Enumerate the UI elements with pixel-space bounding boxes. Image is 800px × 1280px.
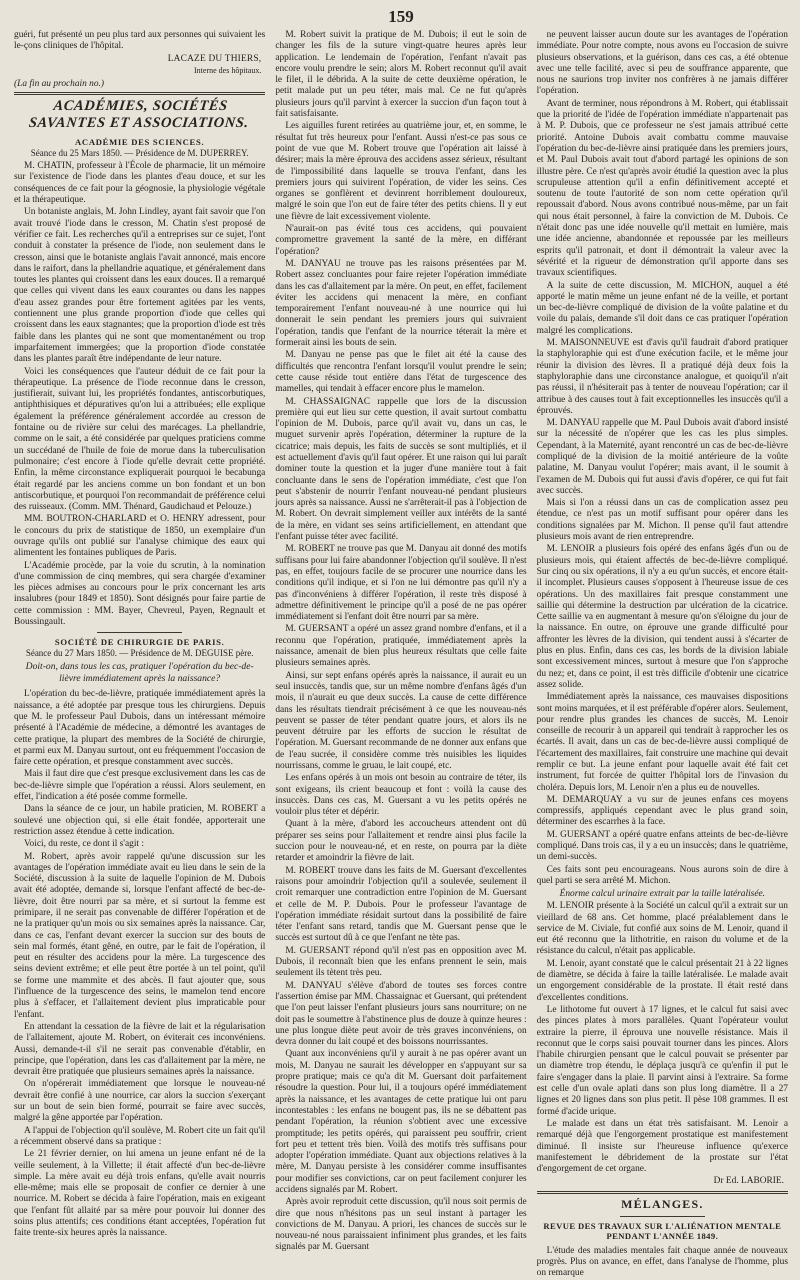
paragraph: Quant aux inconvéniens qu'il y aurait à ne pas opérer avant un mois, M. Danyau ne saurait les développer en s'appuyant sur sa propre pratique; mais ce qu'a dit M. Guersant doit parfaitement résoudre la question. Pour lui, il a toujours opéré immédiatement après la naissance, et les avantages de cette pratique lui ont paru incontestables : les enfans ne bougent pas, ils ne se débattent pas pendant l'opération, la réunion s'obtient avec une excessive promptitude; les petits opérés, qui paraissent peu souffrir, crient fort peu et tettent très bien. Voilà des motifs très suffisans pour adopter l'opération immédiate. Quant aux objections relatives à la mère, M. Danyau persiste à les considérer comme insuffisantes pour modifier ses convictions, car on peut facilement conjurer les accidens signalés par M. Robert. xyxy=(275,1049,527,1195)
paragraph: MM. BOUTRON-CHARLARD et O. HENRY adressent, pour le concours du prix de statistique de 1850, un exemplaire d'un ouvrage qu'ils ont publié sur l'analyse chimique des eaux qui alimentent les fontaines publiques de Paris. xyxy=(14,514,266,559)
column-right xyxy=(536,30,788,1279)
paragraph: M. DANYAU rappelle que M. Paul Dubois avait d'abord insisté sur la nécessité de n'opérer que les cas les plus simples. Cependant, à la Maternité, ayant rencontré un cas de bec-de-lièvre compliqué de la division de la moitié antérieure de la voûte palatine, M. Danyau voulut l'opérer; mais avant, il le soumit à l'examen de M. Dubois qui fut aussi d'avis d'opérer, ce qui fut fait avec succès. xyxy=(536,418,788,496)
paragraph: Dans la séance de ce jour, un habile praticien, M. ROBERT a soulevé une objection qui, si elle était fondée, apporterait une restriction assez étendue à cette indication. xyxy=(14,804,266,837)
paragraph: M. MAISONNEUVE est d'avis qu'il faudrait d'abord pratiquer la staphyloraphie qui est d'une exécution facile, et le même jour réunir la division des lèvres. Il a pratiqué déjà deux fois la staphyloraphie dans une circonstance analogue, et quoiqu'il n'ait pas réussi, il n'hésiterait pas à tenter de nouveau l'opération; car il attribue à des causes tout à fait exceptionnelles les insuccès qu'il a éprouvés. xyxy=(536,338,788,416)
paragraph: L'Académie procède, par la voie du scrutin, à la nomination d'une commission de cinq membres, qui sera chargée d'examiner les pièces admises au concours pour le prix concernant les arts insalubres (pour 1849 et 1850). Sont désignés pour faire partie de cette commission : MM. Bayer, Chevreul, Payen, Regnault et Boussingault. xyxy=(14,560,266,628)
intro-paragraph: guéri, fut présenté un peu plus tard aux personnes qui suivaient les le-çons cliniques de l'hôpital. xyxy=(14,30,266,52)
paragraph: Le malade est dans un état très satisfaisant. M. Lenoir a remarqué déjà que l'engorgement prostatique est manifestement diminué. Il insiste sur l'heureuse influence qu'exerce manifestement le débridement de la prostate sur l'état d'engorgement de cet organe. xyxy=(536,1118,788,1175)
paragraph: A l'appui de l'objection qu'il soulève, M. Robert cite un fait qu'il a récemment observé dans sa pratique : xyxy=(14,1125,266,1147)
paragraph: Un botaniste anglais, M. John Lindley, ayant fait savoir que l'on avait trouvé l'iode dans le cresson, M. Chatin s'est proposé de vérifier ce fait. Les recherches qu'il a entreprises sur ce sujet, l'ont conduit à constater la présence de l'iode, non seulement dans le cresson, ainsi que le botaniste anglais l'avait annoncé, mais encore dans le raifort, dans la phellandrie aquatique, et généralement dans toutes les plantes qui croissent dans les eaux douces. Il a remarqué que celles qui vivent dans les eaux courantes ou dans les nappes d'eau assez grandes pour être fortement agitées par les vents, contiennent une plus grande proportion d'iode que celles qui croissent dans les eaux stagnantes; que la proportion d'iode est très faible dans les plantes qui ne sont que momentanément ou trop imparfaitement immergées; que la proportion d'iode constatée dans les plantes paraît être indépendante de leur nature. xyxy=(14,207,266,365)
section-divider xyxy=(14,92,265,95)
paragraph: Avant de terminer, nous répondrons à M. Robert, qui établissait que la priorité de l'idée de l'opération immédiate n'appartenait pas à M. P. Dubois, que ce professeur ne s'est jamais attribué cette priorité. Antoine Dubois avait combattu comme mauvaise l'opération du bec-de-lièvre ainsi pratiquée dans les premiers jours, et M. Paul Dubois avait tout d'abord partagé les opinions de son illustre père. Ce n'est qu'après avoir étudié la question avec la plus scrupuleuse attention qu'il a enfin définitivement accepté et soutenu de toute l'autorité de son nom cette opération qu'il repoussait d'abord. Nous avons contribué nous-même, par un fait qui nous était personnel, à faire la conviction de M. Dubois. Ce n'était donc pas une idée nouvelle qu'il mettait en lumière, mais une idée ancienne, abandonnée et repoussée par les meilleurs esprits qu'il patronait, et dont il démontrait la valeur avec la sévérité et la rigueur de démonstration qu'il apporte dans ses travaux scientifiques. xyxy=(536,98,788,279)
page-number: 159 xyxy=(388,7,414,26)
column-left xyxy=(14,30,266,1239)
paragraph: M. ROBERT trouve dans les faits de M. Guersant d'excellentes raisons pour amoindrir l'objection qu'il a soulevée, seulement il croit remarquer une contradiction entre l'opinion de M. Guersant et celle de M. P. Dubois. Pour le professeur l'avantage de l'opération immédiate résidait surtout dans la possibilité de faire téter l'enfant sans retard, tandis que M. Guersant pense que le succès est surtout dû à ce que l'enfant ne tète pas. xyxy=(275,865,527,944)
academy-title: ACADÉMIE DES SCIENCES. xyxy=(75,137,205,148)
paragraph: Immédiatement après la naissance, ces mauvaises dispositions sont moins marquées, et il est préférable d'opérer alors. Seulement, pour rendre plus grandes les chances de succès, M. Lenoir conseille de recourir à un appareil qui tendrait à rapprocher les os écartés. Il avait, dans un cas de bec-de-lièvre aussi compliqué de l'écartement des maxillaires, fait construire une machine qui devait remplir ce but. La jeune enfant pour laquelle avait été fait cet instrument, fut forcée de quitter l'hôpital lors de l'invasion du choléra. Depuis lors, M. Lenoir n'en a plus eu de nouvelles. xyxy=(536,692,788,793)
section-heading: ACADÉMIES, SOCIÉTÉS SAVANTES ET ASSOCIATIONS. xyxy=(28,98,250,132)
melanges-heading: MÉLANGES. xyxy=(621,1196,704,1211)
paragraph: Ainsi, sur sept enfans opérés après la naissance, il aurait eu un seul insuccès, tandis que, sur un même nombre d'enfans âgés d'un mois, il n'aurait eu que deux succès. La cause de cette différence dans les résultats tiendrait précisément à ce que les nouveau-nés peuvent se passer de téter pendant quatre jours, et alors ils ne peuvent détruire par les efforts de succion le résultat de l'opération. M. Guersant recommande de ne donner aux enfans que de l'eau sucrée, il considère comme très nuisibles les liquides nourrissans, comme le gruau, le lait coupé, etc. xyxy=(275,670,527,771)
paragraph: Après avoir reproduit cette discussion, qu'il nous soit permis de dire que nous n'hésitons pas un seul instant à partager les convictions de M. Danyau. A priori, les chances de succès sur le nouveau-né nous paraissaient infiniment plus grandes, et les faits signalés par M. Guersant xyxy=(275,1197,527,1253)
final-signature: Dr Ed. LABORIE. xyxy=(713,1176,784,1187)
intro-signature xyxy=(14,54,261,78)
paragraph: Voici les conséquences que l'auteur déduit de ce fait pour la thérapeutique. La présence de l'iode reconnue dans le cresson, justifierait, suivant lui, les propriétés fondantes, antiscorbutiques, antiphthisiques et dépuratives qu'on lui a attribuées; elle explique également la préférence généralement accordée au cresson de fontaine ou de rivière sur celui des marécages. La phellandrie, comme on le sait, a été considérée par quelques praticiens comme un succédané de l'huile de foie de morue dans la tuberculisation pulmonaire; c'est encore à l'iode qu'elle devrait cette propriété. Enfin, la même circonstance expliquerait pourquoi le becabunga était regardé par les anciens comme un bon fondant et un bon antiscorbutique, et pourquoi l'on recommandait de préférence celui des ruisseaux. (Comm. MM. Thénard, Gaudichaud et Pelouze.) xyxy=(14,366,266,513)
paragraph: M. GUERSANT a opéré un assez grand nombre d'enfans, et il a reconnu que l'opération, pratiquée, immédiatement après la naissance, amenait de bien plus heureux résultats que celle faite plusieurs semaines après. xyxy=(275,624,527,669)
paragraph: M. GUERSANT a opéré quatre enfans atteints de bec-de-lièvre compliqué. Dans trois cas, il y a eu un insuccès; dans le quatrième, un demi-succès. xyxy=(536,829,788,863)
society-session: Séance du 27 Mars 1850. — Présidence de M. DEGUISE père. xyxy=(25,648,254,659)
revue-heading: REVUE DES TRAVAUX SUR L'ALIÉNATION MENTALE PENDANT L'ANNÉE 1849. xyxy=(543,1220,782,1242)
intro-signature-role: Interne des hôpitaux. xyxy=(194,65,262,75)
column-middle xyxy=(275,30,527,1253)
columns xyxy=(14,30,788,1279)
paragraph: M. ROBERT ne trouve pas que M. Danyau ait donné des motifs suffisans pour lui faire abandonner l'objection qu'il soulève. Il n'est pas, en effet, toujours facile de se procurer une nourrice dans les conditions qu'il indique, et si l'on ne lui démontre pas qu'il n'y a pas d'inconvéniens à différer l'opération, il reste très disposé à admettre définitivement le principe qu'il a posé de ne pas opérer immédiatement si l'enfant doit être nourri par sa mère. xyxy=(275,544,527,623)
continued-note: (La fin au prochain no.) xyxy=(14,79,105,90)
discussion-question: Doit-on, dans tous les cas, pratiquer l'opération du bec-de-lièvre immédiatement après la naissance? xyxy=(25,661,254,684)
society-title: SOCIÉTÉ DE CHIRURGIE DE PARIS. xyxy=(54,637,225,648)
paragraph: L'étude des maladies mentales fait chaque année de nouveaux progrès. Plus on avance, en effet, dans l'analyse de l'homme, plus on remarque xyxy=(536,1245,788,1279)
intro-signature-name: LACAZE DU THIERS, xyxy=(167,53,262,64)
paragraph: M. DANYAU s'élève d'abord de toutes ses forces contre l'assertion émise par MM. Chassaignac et Guersant, qui prétendent que l'on peut laisser l'enfant plusieurs jours sans nourriture; on ne doit pas le soumettre à l'abstinence plus de douze à quinze heures : une plus longue diète peut avoir de très graves inconvéniens, on devra donner du lait coupé et des boissons nourrissantes. xyxy=(275,980,527,1048)
paragraph: M. Lenoir, ayant constaté que le calcul présentait 21 à 22 lignes de diamètre, se décida à faire la taille latéralisée. Le malade avait un engorgement considérable de la prostate. Il était resté dans d'excellentes conditions. xyxy=(536,958,788,1003)
paragraph: M. Danyau ne pense pas que le filet ait été la cause des difficultés que rencontra l'enfant lorsqu'il voulut prendre le sein; cette cause réside tout entière dans l'état de turgescence des mamelles, qui tendait à effacer encore plus le mamelon. xyxy=(275,350,527,395)
paragraph: Ces faits sont peu encourageans. Nous aurons soin de dire à quel parti se sera arrêté M. Michon. xyxy=(536,864,788,886)
paragraph: M. LENOIR a plusieurs fois opéré des enfans âgés d'un ou de plusieurs mois, qui étaient affectés de bec-de-lièvre compliqué. Sur cinq ou six opérations, il n'y a eu qu'un succès, et encore était-il incomplet. Plusieurs causes s'opposent à l'heureuse issue de ces opérations. Un des maxillaires fait presque constamment une saillie qui détermine la destruction par ulcération de la cicatrice. Cette saillie va en augmentant à mesure qu'on s'éloigne du jour de la naissance. En outre, on éprouve une grande difficulté pour affronter les lèvres de la division, qui tendent aussi à s'écarter de plus en plus. Enfin, dans ces cas, les bords de la division labiale sont excessivement minces, surtout à mesure que l'on s'approche du nez; et, dans ce point, il est très difficile d'obtenir une cicatrice assez solide. xyxy=(536,544,788,690)
paragraph: Voici, du reste, ce dont il s'agit : xyxy=(24,839,144,850)
paragraph: M. DEMARQUAY a vu sur de jeunes enfans ces moyens compressifs, appliqués cependant avec le plus grand soin, déterminer des escarrhes à la face. xyxy=(536,794,788,828)
paragraph: M. Robert suivit la pratique de M. Dubois; il eut le soin de changer les fils de la suture vingt-quatre heures après leur application. Le lendemain de l'opération, l'enfant n'avait pas encore voulu prendre le sein; alors M. Robert reconnut qu'il avait le filet, il le débrida. A la suite de cette deuxième opération, le petit malade put un peu téter, mais mal. Ce ne fut qu'après plusieurs jours qu'il parvint à exercer la succion d'un façon tout à fait satisfaisante. xyxy=(275,30,527,120)
academy-session: Séance du 25 Mars 1850. — Présidence de M. DUPERREY. xyxy=(30,148,249,159)
paragraph: Le 21 février dernier, on lui amena un jeune enfant né de la veille seulement, à la Villette; il était affecté d'un bec-de-lièvre simple. La mère avait eu déjà trois enfans, qu'elle avait nourris elle-même; mais elle se proposait de confier ce dernier à une nourrice. M. Robert se décida à faire l'opération, mais en exigeant que l'enfant fût allaité par sa mère pour pouvoir lui donner des soins plus attentifs; ces conditions étant acceptées, l'opération fut faite trente-six heures après la naissance. xyxy=(14,1149,266,1239)
paragraph: ne peuvent laisser aucun doute sur les avantages de l'opération immédiate. Pour notre compte, nous avons eu l'occasion de suivre plusieurs observations, et la guérison, dans ces cas, a été obtenue avec une telle facilité, avec si peu de souffrance apparente, que nous ne saurions trop inviter nos confrères à ne jamais différer l'opération. xyxy=(536,30,788,97)
paragraph: A la suite de cette discussion, M. MICHON, auquel a été apporté le matin même un jeune enfant né de la veille, et portant un bec-de-lièvre compliqué de division de la voûte palatine et du voile du palais, demande s'il doit dans ce cas pratiquer l'opération malgré les complications. xyxy=(536,280,788,336)
paragraph: M. CHATIN, professeur à l'École de pharmacie, lit un mémoire sur l'existence de l'iode dans les plantes d'eau douce, et sur les conséquences de ce fait pour la géognosie, la physiologie végétale et la thérapeutique. xyxy=(14,161,266,206)
paragraph: Les aiguilles furent retirées au quatrième jour, et, en somme, le résultat fut très heureux pour l'enfant. Aussi n'est-ce pas sous ce point de vue que M. Robert trouve que l'opération ait laissé à désirer; mais la mère éprouva des accidens assez sérieux, résultant de l'impossibilité dans laquelle se trouva l'enfant, dans les premiers jours qui suivirent l'opération, de vider les seins. Ces organes se gonflèrent et devinrent horriblement douloureux, malgré le soin que l'on eut de faire téter des petits chiens. Il y eut une fièvre de lait excessivement violente. xyxy=(275,121,527,222)
paragraph: Quant à la mère, d'abord les accoucheurs attendent ont dû préparer ses seins pour l'allaitement et rendre ainsi plus facile la succion pour le nouveau-né, et en reste, on pourra par la diète retarder et amoindrir la fièvre de lait. xyxy=(275,819,527,864)
paragraph: M. GUERSANT répond qu'il n'est pas en opposition avec M. Dubois, il reconnaît bien que les enfans prennent le sein, mais seulement ils tètent très peu. xyxy=(275,945,527,979)
paragraph: M. CHASSAIGNAC rappelle que lors de la discussion première qui eut lieu sur cette question, il avait surtout combattu l'opinion de M. Dubois, parce qu'il avait vu, dans un cas, le muguet survenir après l'opération, déterminer la rupture de la cicatrice; mais depuis, les faits de succès se sont multipliés, et il est actuellement d'avis qu'il faut opérer. Et une raison qui lui paraît dominer toute la question et la juger d'une manière tout à fait concluante dans le sens de l'opération immédiate, c'est que l'on peut s'abstenir de nourrir l'enfant nouveau-né pendant plusieurs jours après sa naissance. Aussi ne s'arrêterait-il pas à l'objection de M. Robert. On devrait simplement veiller aux intérêts de la santé de la mère, en vidant ses seins artificiellement, en attendant que l'enfant puisse téter avec facilité. xyxy=(275,396,527,543)
divider xyxy=(97,632,182,633)
section-divider xyxy=(537,1191,788,1194)
paragraph: N'aurait-on pas évité tous ces accidens, qui pouvaient compromettre gravement la santé de la mère, en différant l'opération? xyxy=(275,224,527,257)
paragraph: Le lithotome fut ouvert à 17 lignes, et le calcul fut saisi avec des pinces plates à mors parallèles. Quant l'opérateur voulut extraire la pierre, il éprouva une nouvelle résistance. Mais il reconnut que le corps saisi pouvait tourner dans les pinces. Alors l'habile chirurgien pensant que le calcul pouvait se présenter par un diamètre trop étendu, le déplaça jusqu'à ce qu'enfin il put le faire s'engager dans la plaie. Il parvint ainsi à l'extraire. Sa forme est celle d'un ovale aplati dans son plus long diamètre. Il a 27 lignes et 20 lignes dans son plus petit. Il pèse 108 grammes. Il est formé d'acide urique. xyxy=(536,1004,788,1117)
paragraph: M. Robert, après avoir rappelé qu'une discussion sur les avantages de l'opération immédiate avait eu lieu dans le sein de la Société, discussion à la suite de laquelle l'opinion de M. Dubois avait été adoptée, demande si, lorsque l'enfant affecté de bec-de-lièvre, doit être nourri par sa mère, et si surtout la femme est primipare, il ne serait pas convenable de différer l'opération et de ne la pratiquer qu'un mois ou six semaines après la naissance. Car, dans ce cas, l'enfant devant exercer la succion sur des bouts de sein mal formés, étant gêné, en outre, par le fait de l'opération, il peut en résulter des accidens pour la mère. La turgescence des seins devient extrême; et elle peut être portée à un tel point, qu'il se forme une mammite et des abcès. Il faut ajouter que, sous l'influence de la turgescence des seins, le mamelon tend encore plus à s'effacer, et l'allaitement devient plus impraticable pour l'enfant. xyxy=(14,851,266,1020)
paragraph: Les enfans opérés à un mois ont besoin au contraire de téter, ils sont exigeans, ils crient beaucoup et font : voilà la cause des insuccès. Dans ces cas, M. Guersant a vu les petits opérés ne vouloir plus téter et dépérir. xyxy=(275,773,527,818)
paragraph: M. DANYAU ne trouve pas les raisons présentées par M. Robert assez concluantes pour faire rejeter l'opération immédiate dans les cas d'allaitement par la mère. On peut, en effet, facilement éviter les accidens qui menacent la mère, en confiant temporairement l'enfant nouveau-né à une nourrice qui lui donnerait le sein pendant les premiers jours qui suivraient l'opération, tandis que l'enfant de la nourrice téterait la mère et formerait ainsi les bouts de sein. xyxy=(275,258,527,349)
paragraph: L'opération du bec-de-lièvre, pratiquée immédiatement après la naissance, a été adoptée par presque tous les chirurgiens. Depuis que M. le professeur Paul Dubois, dans un intéressant mémoire présenté à l'Académie de médecine, a démontré les avantages de cette pratique, la plupart des membres de la Société de chirurgie, et parmi eux M. Danyau surtout, ont eu fréquemment l'occasion de faire cette opération, et presque constamment avec succès. xyxy=(14,689,266,768)
paragraph: M. LENOIR présente à la Société un calcul qu'il a extrait sur un vieillard de 68 ans. Cet homme, placé préalablement dans le service de M. Civiale, fut confié aux soins de M. Lenoir, quand il eut été reconnu que la lithotritie, en raison du volume et de la résistance du calcul, n'était pas applicable. xyxy=(536,901,788,957)
paragraph: Mais si l'on a réussi dans un cas de complication assez peu étendue, ce n'est pas un motif suffisant pour opérer dans les conditions signalées par M. Michon. Il pense qu'il faut attendre plusieurs mois avant de rien entreprendre. xyxy=(536,498,788,543)
paragraph: En attendant la cessation de la fièvre de lait et la régularisation de l'allaitement, ajoute M. Robert, on éviterait ces inconvéniens. Aussi, demande-t-il s'il ne serait pas convenable d'établir, en principe, que l'opération, dans les cas d'allaitement par la mère, ne devrait être pratiquée que plusieurs semaines après la naissance. xyxy=(14,1021,266,1078)
divider xyxy=(620,1216,705,1217)
paragraph: On n'opérerait immédiatement que lorsque le nouveau-né devrait être confié à une nourrice, car alors la succion s'exerçant sur un bout de sein bien formé, pourrait se faire avec succès, malgré la gêne apportée par l'opération. xyxy=(14,1079,266,1124)
calcul-heading: Énorme calcul urinaire extrait par la taille latéralisée. xyxy=(559,889,765,900)
paragraph: Mais il faut dire que c'est presque exclusivement dans les cas de bec-de-lièvre simple que l'opération a réussi. Alors seulement, en effet, l'indication a été posée comme formelle. xyxy=(14,769,266,803)
